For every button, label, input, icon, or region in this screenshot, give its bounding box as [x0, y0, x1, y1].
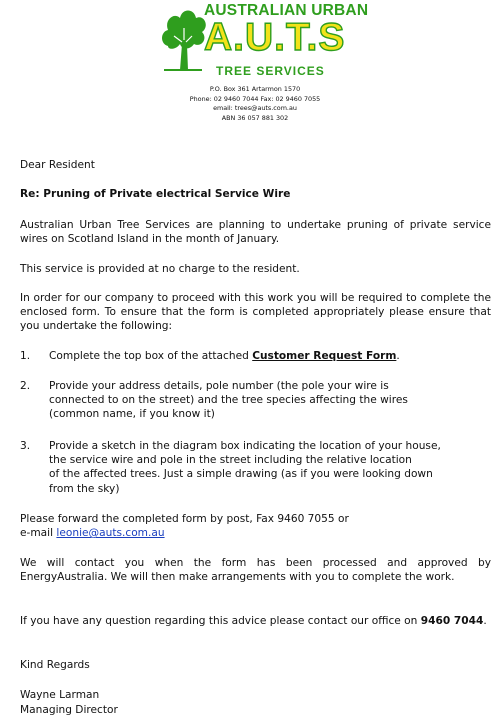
list-item-text — [49, 379, 489, 422]
email-prefix: e-mail — [20, 527, 57, 540]
org-name: AUSTRALIAN URBAN — [204, 2, 369, 19]
list-item-number: 2. — [20, 380, 31, 392]
office-phone-suffix: . — [483, 615, 487, 627]
address-line: P.O. Box 361 Artarmon 1570 — [209, 85, 301, 93]
list-item-line: the service wire and pole in the street including the relative location — [49, 454, 412, 467]
paragraph-intro: Australian Urban Tree Services are planning to undertake pruning of private service wires on Scotland Island in the month of January. — [20, 219, 491, 246]
letterhead — [160, 2, 369, 122]
signer-name: Wayne Larman — [20, 689, 100, 701]
forward-email-line — [20, 526, 491, 540]
paragraph-question — [20, 614, 491, 628]
paragraph-contact: We will contact you when the form has been processed and approved by EnergyAustralia. We will then make arrangements with you to complete the work. — [20, 557, 491, 584]
forward-line: Please forward the completed form by post, Fax 9460 7055 or — [20, 513, 349, 525]
list-item-line: of the affected trees. Just a simple drawing (as if you were looking down — [49, 468, 433, 481]
tree-logo-icon — [160, 6, 206, 72]
list-item-line: Provide a sketch in the diagram box indicating the location of your house, — [49, 440, 441, 452]
list-item-line: Provide your address details, pole number (the pole your wire is — [49, 380, 389, 392]
list-item-line: from the sky) — [49, 482, 120, 495]
salutation: Dear Resident — [20, 159, 95, 171]
list-item-line: connected to on the street) and the tree species affecting the wires — [49, 394, 408, 407]
list-item-text — [49, 439, 489, 496]
list-item-number: 3. — [20, 440, 31, 452]
org-acronym: A.U.T.S — [204, 16, 346, 59]
subject-line: Re: Pruning of Private electrical Service Wire — [20, 188, 291, 200]
list-item-text — [49, 349, 489, 363]
customer-request-form-reference: Customer Request Form — [252, 350, 397, 362]
list-item-number: 1. — [20, 350, 31, 362]
list-item-line: (common name, if you know it) — [49, 408, 215, 421]
office-phone: 9460 7044 — [420, 615, 484, 627]
paragraph-no-charge: This service is provided at no charge to the resident. — [20, 263, 300, 275]
paragraph-instructions: In order for our company to proceed with this work you will be required to complete the enclosed form. To ensure that the form is completed appropriately please ensure that you undertake the following: — [20, 292, 491, 333]
email-link[interactable]: leonie@auts.com.au — [56, 527, 165, 540]
item-text-before: Complete the top box of the attached — [49, 350, 253, 362]
contact-details — [160, 85, 350, 123]
closing: Kind Regards — [20, 659, 90, 671]
signer-title: Managing Director — [20, 704, 118, 716]
org-subtitle: TREE SERVICES — [216, 64, 325, 78]
abn-line: ABN 36 057 881 302 — [221, 113, 289, 122]
paragraph-forward — [20, 512, 491, 540]
email-line: email: trees@auts.com.au — [213, 104, 297, 113]
phone-line: Phone: 02 9460 7044 Fax: 02 9460 7055 — [189, 94, 321, 103]
item-text-after: . — [396, 350, 400, 362]
question-text: If you have any question regarding this advice please contact our office on — [20, 615, 418, 627]
